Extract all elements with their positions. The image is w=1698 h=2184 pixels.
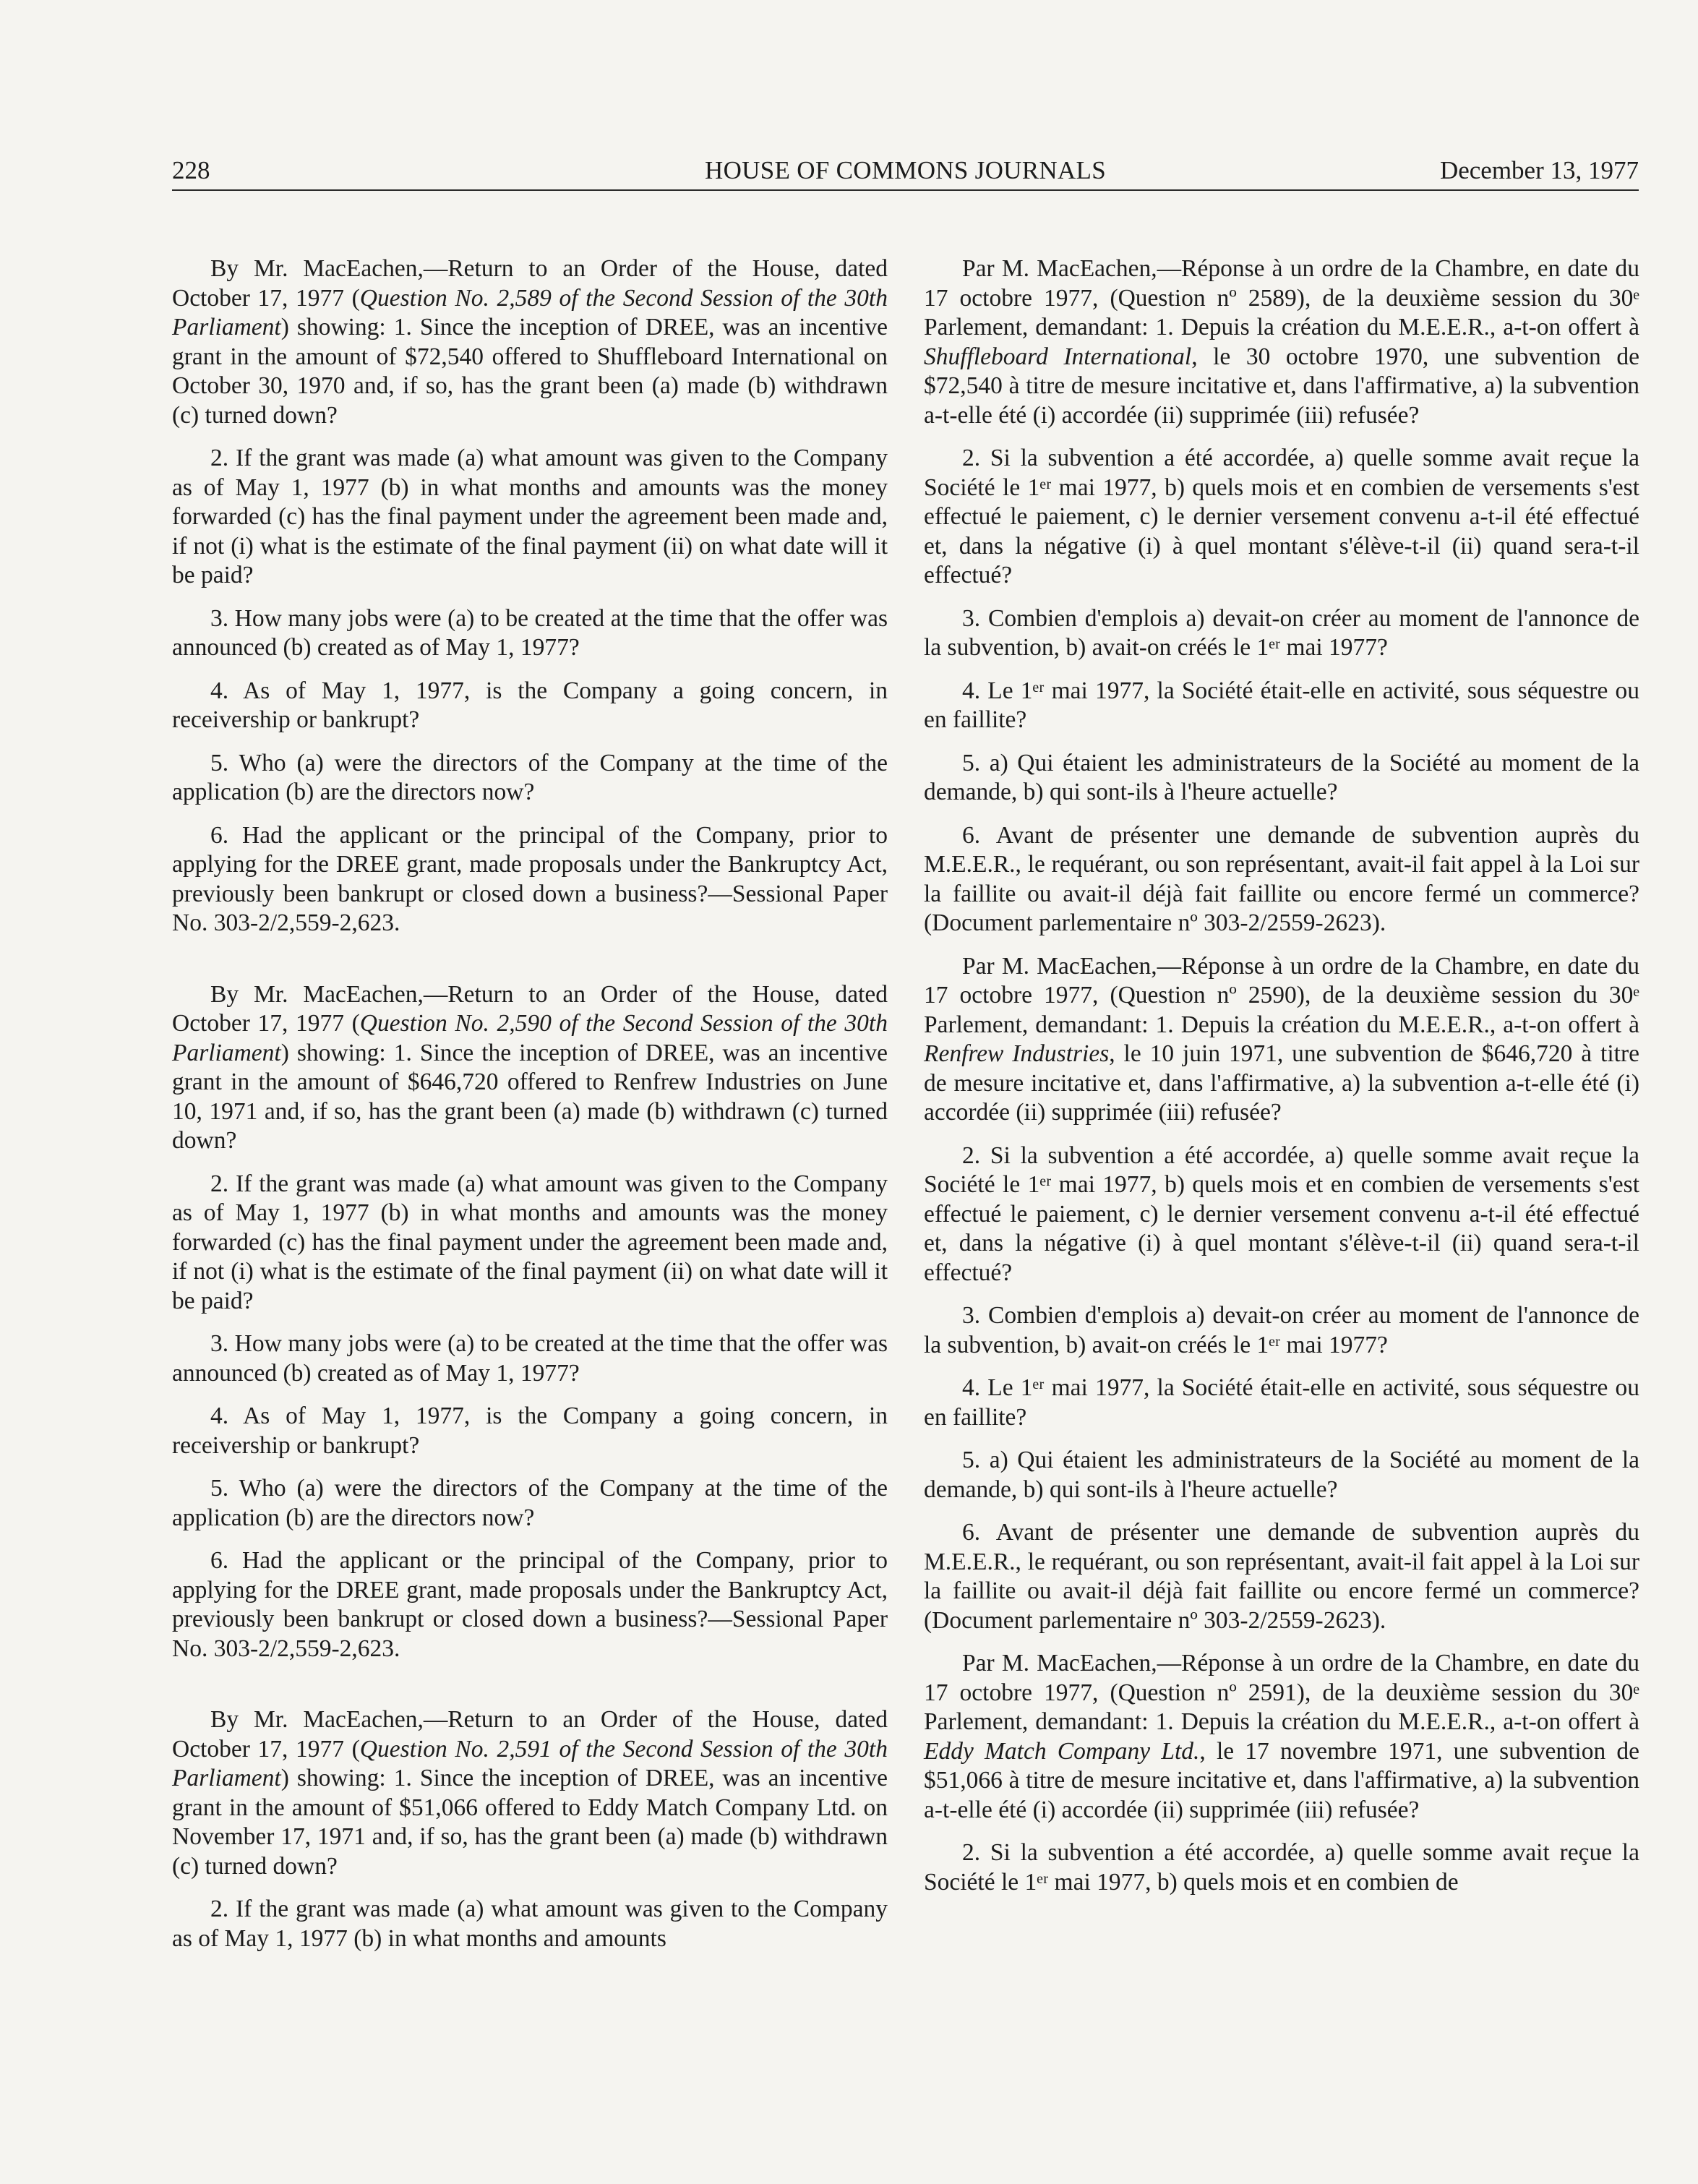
question-3: 3. How many jobs were (a) to be created at the time that the offer was announced (b) created as of May 1, 1977? [172,604,888,661]
return-2590-en [172,980,888,1664]
question-4: 4. As of May 1, 1977, is the Company a going concern, in receivership or bankrupt? [172,1403,888,1459]
return-2591-en [172,1705,888,1953]
question-3: 3. How many jobs were (a) to be created at the time that the offer was announced (b) created as of May 1, 1977? [172,1330,888,1387]
running-head [172,152,1639,191]
question-4: 4. As of May 1, 1977, is the Company a going concern, in receivership or bankrupt? [172,677,888,733]
return-2590-fr [924,952,1639,1636]
question-6: 6. Avant de présenter une demande de subvention auprès du M.E.E.R., le requérant, ou son représentant, avait-il fait appel à la Loi sur la faillite ou avait-il déjà fait faillite ou encore fermé un commerce? (Document parlementaire nº 303-2/2559-2623). [924,821,1639,936]
intro-paragraph: By Mr. MacEachen,—Return to an Order of the House, dated October 17, 1977 (Question No. 2,591 of the Second Session of the 30th Parliament) showing: 1. Since the inception of DREE, was an incentive grant in the amount of $51,066 offered to Eddy Match Company Ltd. on November 17, 1971 and, if so, has the grant been (a) made (b) withdrawn (c) turned down? [172,1706,888,1880]
return-2589-fr [924,254,1639,938]
company-name: Shuffleboard International [924,343,1192,370]
question-reference: Question No. 2,590 of the Second Session of the 30th Parliament [172,1010,888,1066]
question-reference: Question No. 2,589 of the Second Session of the 30th Parliament [172,284,888,341]
return-2589-en [172,254,888,938]
journal-date: December 13, 1977 [1439,156,1639,184]
return-2591-fr [924,1649,1639,1897]
question-5: 5. a) Qui étaient les administrateurs de la Société au moment de la demande, b) qui sont-ils à l'heure actuelle? [924,749,1639,805]
intro-paragraph: By Mr. MacEachen,—Return to an Order of the House, dated October 17, 1977 (Question No. 2,589 of the Second Session of the 30th Parliament) showing: 1. Since the inception of DREE, was an incentive grant in the amount of $72,540 offered to Shuffleboard International on October 30, 1970 and, if so, has the grant been (a) made (b) withdrawn (c) turned down? [172,255,888,429]
company-name: Renfrew Industries [924,1040,1110,1067]
question-2: 2. If the grant was made (a) what amount was given to the Company as of May 1, 1977 (b) in what months and amounts [172,1896,888,1952]
journal-title: HOUSE OF COMMONS JOURNALS [705,156,1106,184]
intro-paragraph: Par M. MacEachen,—Réponse à un ordre de la Chambre, en date du 17 octobre 1977, (Question nº 2591), de la deuxième session du 30ᵉ Parlement, demandant: 1. Depuis la création du M.E.E.R., a-t-on offert à Eddy Match Company Ltd., le 17 novembre 1971, une subvention de $51,066 à titre de mesure incitative et, dans l'affirmative, a) la subvention a-t-elle été (i) accordée (ii) supprimée (iii) refusée? [924,1650,1639,1823]
question-2: 2. Si la subvention a été accordée, a) quelle somme avait reçue la Société le 1ᵉʳ mai 1977, b) quels mois et en combien de versements s'est effectué le paiement, c) le dernier versement convenu a-t-il été effectué et, dans la négative (i) à quel montant s'élève-t-il (ii) quand sera-t-il effectué? [924,445,1639,588]
intro-paragraph: By Mr. MacEachen,—Return to an Order of the House, dated October 17, 1977 (Question No. 2,590 of the Second Session of the 30th Parliament) showing: 1. Since the inception of DREE, was an incentive grant in the amount of $646,720 offered to Renfrew Industries on June 10, 1971 and, if so, has the grant been (a) made (b) withdrawn (c) turned down? [172,980,888,1154]
question-4: 4. Le 1ᵉʳ mai 1977, la Société était-elle en activité, sous séquestre ou en faillite? [924,677,1639,733]
question-3: 3. Combien d'emplois a) devait-on créer au moment de l'annonce de la subvention, b) avait-on créés le 1ᵉʳ mai 1977? [924,1302,1639,1358]
question-6: 6. Had the applicant or the principal of the Company, prior to applying for the DREE grant, made proposals under the Bankruptcy Act, previously been bankrupt or closed down a business?—Sessional Paper No. 303-2/2,559-2,623. [172,1547,888,1662]
intro-paragraph: Par M. MacEachen,—Réponse à un ordre de la Chambre, en date du 17 octobre 1977, (Question nº 2589), de la deuxième session du 30ᵉ Parlement, demandant: 1. Depuis la création du M.E.E.R., a-t-on offert à Shuffleboard International, le 30 octobre 1970, une subvention de $72,540 à titre de mesure incitative et, dans l'affirmative, a) la subvention a-t-elle été (i) accordée (ii) supprimée (iii) refusée? [924,255,1639,429]
question-2: 2. Si la subvention a été accordée, a) quelle somme avait reçue la Société le 1ᵉʳ mai 1977, b) quels mois et en combien de [924,1839,1639,1896]
question-2: 2. If the grant was made (a) what amount was given to the Company as of May 1, 1977 (b) in what months and amounts was the money forwarded (c) has the final payment under the agreement been made and, if not (i) what is the estimate of the final payment (ii) on what date will it be paid? [172,1170,888,1314]
question-reference: Question No. 2,591 of the Second Session of the 30th Parliament [172,1735,888,1791]
question-2: 2. Si la subvention a été accordée, a) quelle somme avait reçue la Société le 1ᵉʳ mai 1977, b) quels mois et en combien de versements s'est effectué le paiement, c) le dernier versement convenu a-t-il été effectué et, dans la négative (i) à quel montant s'élève-t-il (ii) quand sera-t-il effectué? [924,1142,1639,1286]
question-5: 5. Who (a) were the directors of the Company at the time of the application (b) are the directors now? [172,749,888,805]
english-column [172,254,888,1967]
question-6: 6. Avant de présenter une demande de subvention auprès du M.E.E.R., le requérant, ou son représentant, avait-il fait appel à la Loi sur la faillite ou avait-il déjà fait faillite ou encore fermé un commerce? (Document parlementaire nº 303-2/2559-2623). [924,1519,1639,1634]
question-5: 5. a) Qui étaient les administrateurs de la Société au moment de la demande, b) qui sont-ils à l'heure actuelle? [924,1447,1639,1503]
question-4: 4. Le 1ᵉʳ mai 1977, la Société était-elle en activité, sous séquestre ou en faillite? [924,1374,1639,1431]
question-6: 6. Had the applicant or the principal of the Company, prior to applying for the DREE grant, made proposals under the Bankruptcy Act, previously been bankrupt or closed down a business?—Sessional Paper No. 303-2/2,559-2,623. [172,821,888,936]
company-name: Eddy Match Company Ltd. [924,1737,1200,1765]
page-number: 228 [172,156,210,184]
intro-paragraph: Par M. MacEachen,—Réponse à un ordre de la Chambre, en date du 17 octobre 1977, (Question nº 2590), de la deuxième session du 30ᵉ Parlement, demandant: 1. Depuis la création du M.E.E.R., a-t-on offert à Renfrew Industries, le 10 juin 1971, une subvention de $646,720 à titre de mesure incitative et, dans l'affirmative, a) la subvention a-t-elle été (i) accordée (ii) supprimée (iii) refusée? [924,952,1639,1126]
question-2: 2. If the grant was made (a) what amount was given to the Company as of May 1, 1977 (b) in what months and amounts was the money forwarded (c) has the final payment under the agreement been made and, if not (i) what is the estimate of the final payment (ii) on what date will it be paid? [172,445,888,588]
question-3: 3. Combien d'emplois a) devait-on créer au moment de l'annonce de la subvention, b) avait-on créés le 1ᵉʳ mai 1977? [924,604,1639,661]
question-5: 5. Who (a) were the directors of the Company at the time of the application (b) are the directors now? [172,1475,888,1531]
french-column [924,254,1639,1911]
